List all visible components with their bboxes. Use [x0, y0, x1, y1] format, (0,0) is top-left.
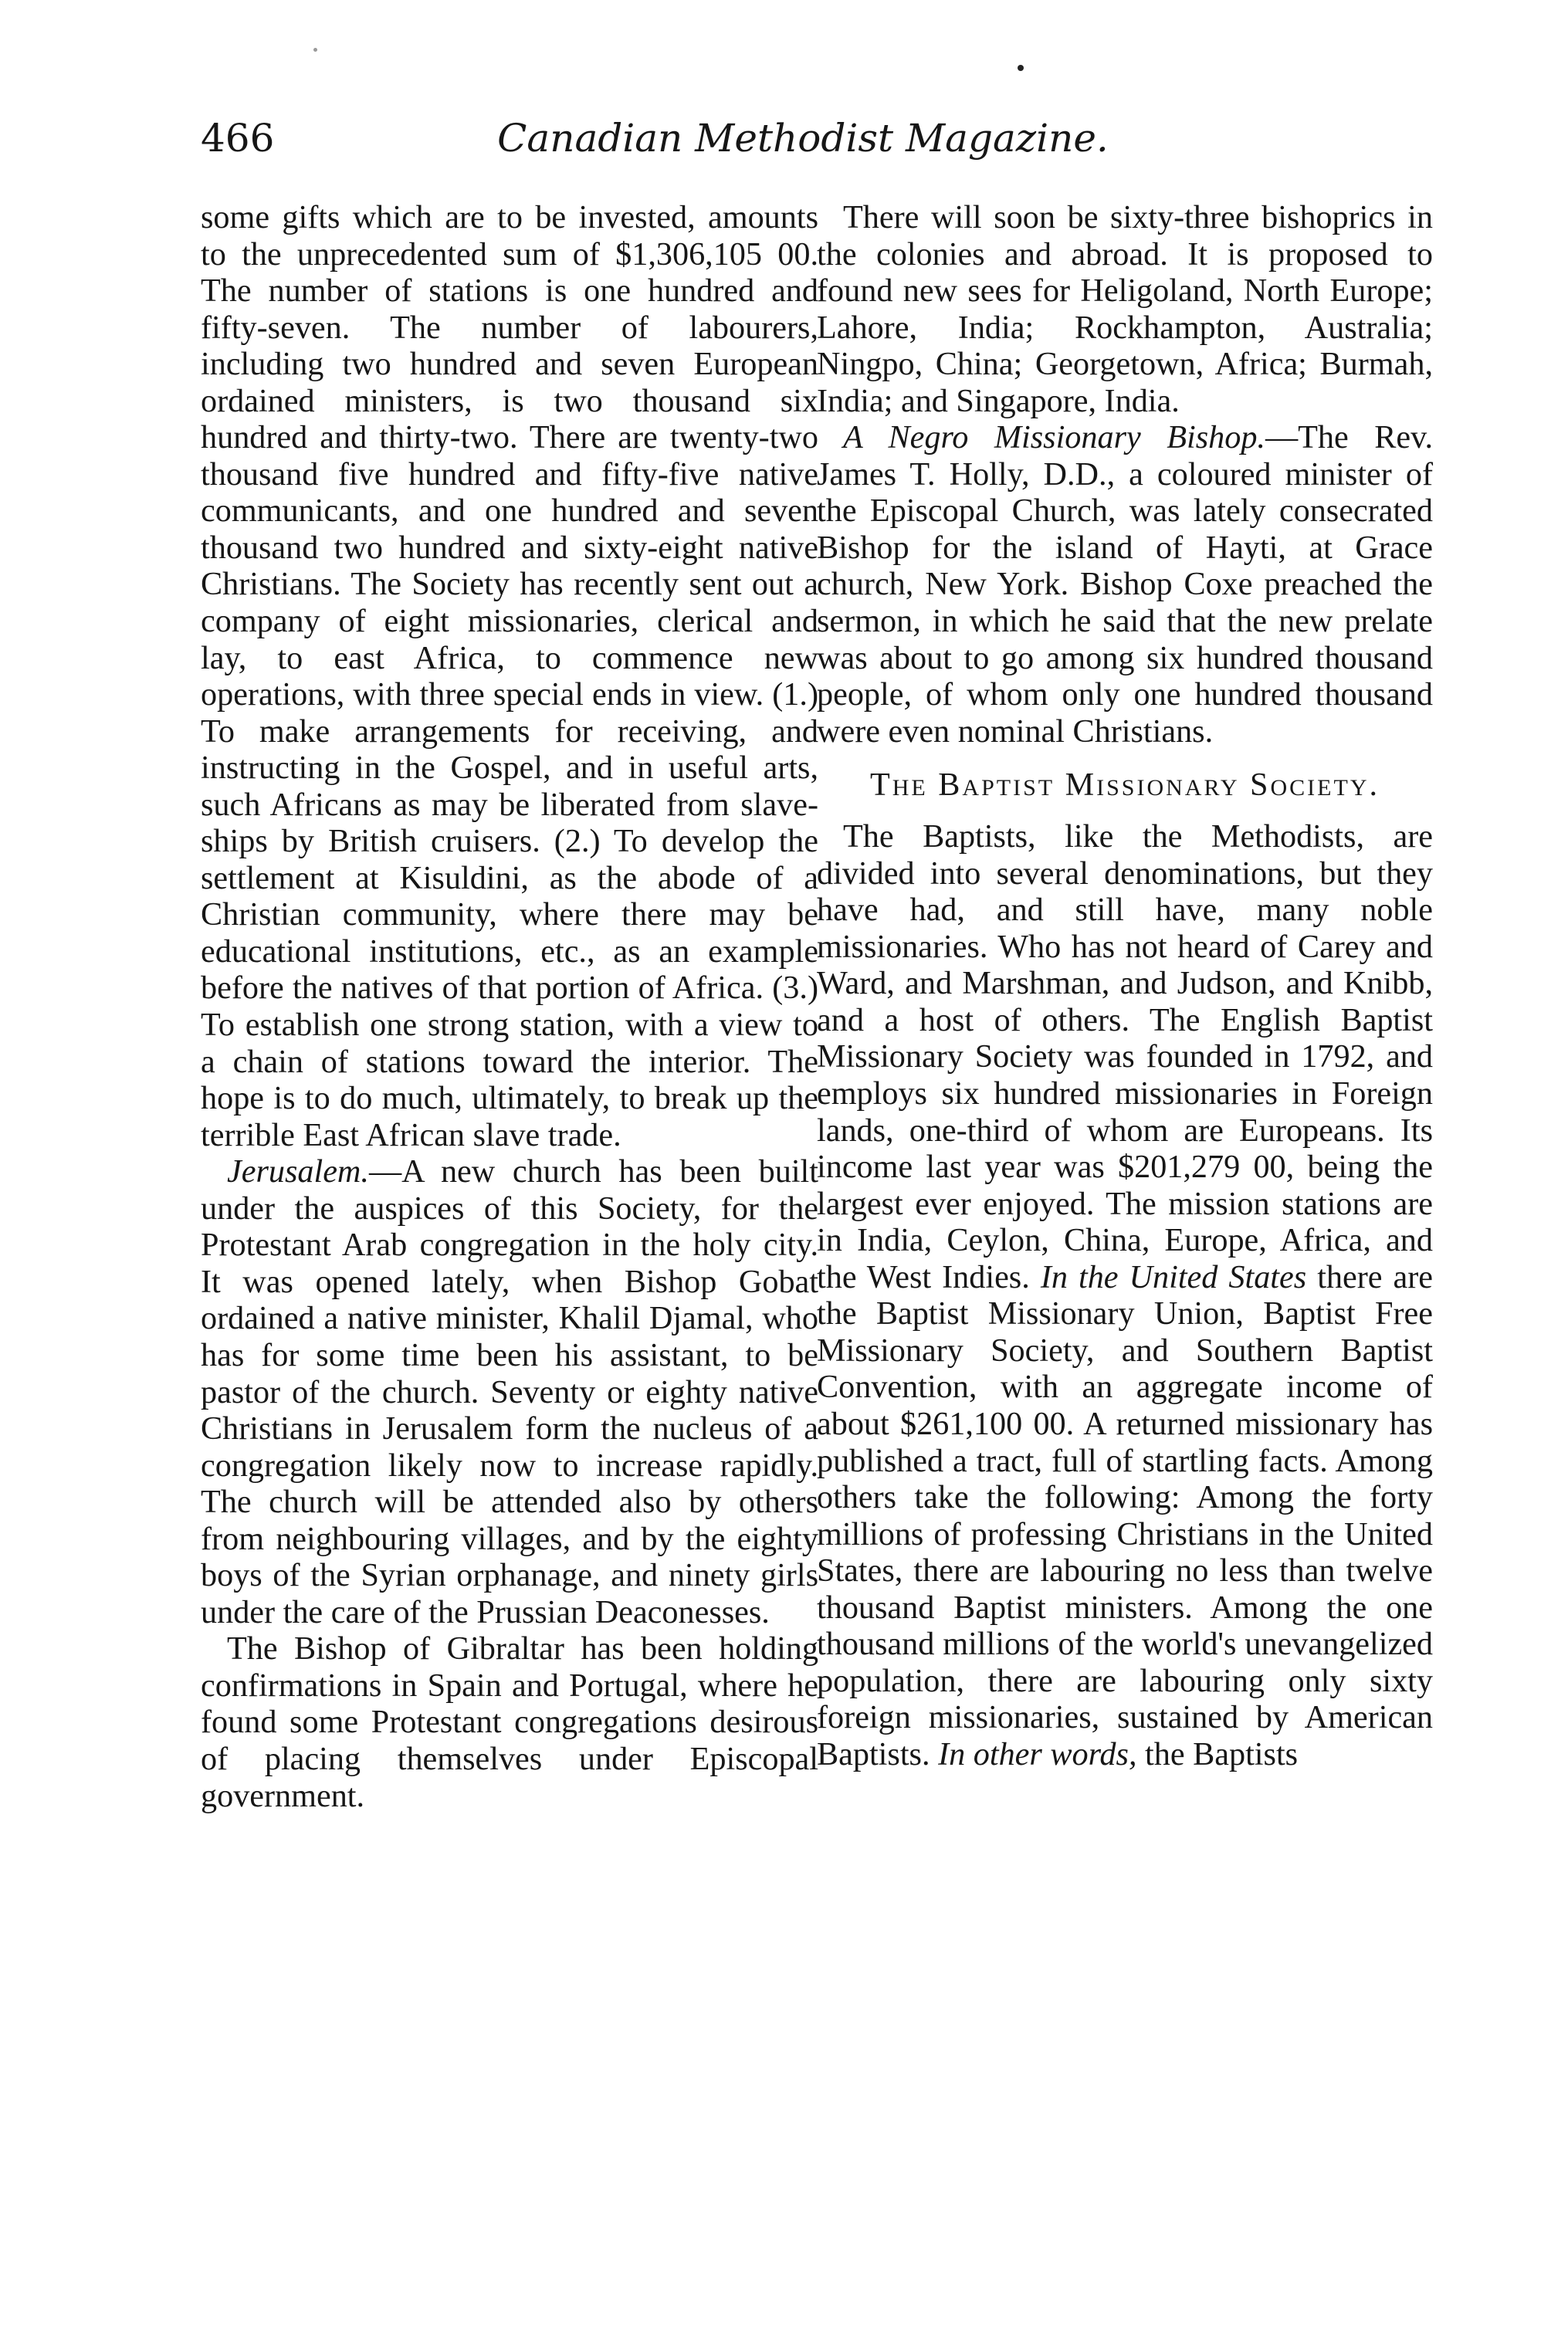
paragraph: some gifts which are to be invested, amounts to the unprecedented sum of $1,306,105 00. The number of stations is one hundred and fifty-seven. The number of labourers, including two hundred and seven European ordained ministers, is two thousand six hundred and thirty-two. There are twenty-two thousand five hundred and fifty-five native communicants, and one hundred and seven thousand two hundred and sixty-eight native Christians. The Society has recently sent out a company of eight missionaries, clerical and lay, to east Africa, to commence new operations, with three special ends in view. (1.) To make arrangements for receiving, and instructing in the Gospel, and in useful arts, such Africans as may be liberated from slave-ships by British cruisers. (2.) To develop the settlement at Kisuldini, as the abode of a Christian community, where there may be educational institutions, etc., as an example before the natives of that portion of Africa. (3.) To establish one strong station, with a view to a chain of stations toward the interior. The hope is to do much, ultimately, to break up the terrible East African slave trade. [201, 199, 818, 1153]
paragraph-italic: In the United States [1040, 1258, 1307, 1295]
paragraph: There will soon be sixty-three bishoprics in the colonies and abroad. It is proposed to found new sees for Heligoland, North Europe; Lahore, India; Rockhampton, Australia; Ningpo, China; Georgetown, Africa; Burmah, India; and Singapore, India. [817, 199, 1433, 419]
paragraph-italic: In other words, [938, 1735, 1137, 1772]
page-header [201, 116, 1405, 178]
paragraph-lead: Jerusalem. [227, 1153, 369, 1190]
paragraph-body: the Baptists [1145, 1735, 1299, 1772]
paragraph: The Bishop of Gibraltar has been holding confirmations in Spain and Portugal, where he found some Protestant congregations desirous of placing themselves under Episcopal government. [201, 1630, 818, 1814]
print-speck [313, 48, 317, 52]
paragraph-body: —The Rev. James T. Holly, D.D., a coloured minister of the Episcopal Church, was lately consecrated Bishop for the island of Hayti, at Grace church, New York. Bishop Coxe preached the sermon, in which he said that the new prelate was about to go among six hundred thousand people, of whom only one hundred thousand were even nominal Christians. [817, 419, 1433, 750]
paragraph-lead: A Negro Missionary Bishop. [843, 419, 1265, 456]
running-title: Canadian Methodist Magazine. [497, 116, 1109, 161]
paragraph [201, 1153, 818, 1630]
paragraph-body: The Baptists, like the Methodists, are divided into several denominations, but they have had, and still have, many noble missionaries. Who has not heard of Carey and Ward, and Marshman, and Judson, and Knibb, and a host of others. The English Baptist Missionary Society was founded in 1792, and employs six hundred missionaries in Foreign lands, one-third of whom are Europeans. Its income last year was $201,279 00, being the largest ever enjoyed. The mission stations are in India, Ceylon, China, Europe, Africa, and the West Indies. [817, 818, 1433, 1295]
section-heading: The Baptist Missionary Society. [869, 767, 1380, 804]
paragraph [817, 818, 1433, 1772]
paragraph-body: there are the Baptist Missionary Union, Baptist Free Missionary Society, and Southern Baptist Convention, with an aggregate income of about $261,100 00. A returned missionary has published a tract, full of startling facts. Among others take the following: Among the forty millions of professing Christians in the United States, there are labouring no less than twelve thousand Baptist ministers. Among the one thousand millions of the world's unevangelized population, there are labouring only sixty foreign missionaries, sustained by American Baptists. [817, 1258, 1434, 1772]
paragraph [817, 419, 1433, 750]
right-column [817, 199, 1433, 1772]
page-number: 466 [201, 116, 275, 161]
paragraph-body: —A new church has been built under the auspices of this Society, for the Protestant Arab congregation in the holy city. It was opened lately, when Bishop Gobat ordained a native minister, Khalil Djamal, who has for some time been his assistant, to be pastor of the church. Seventy or eighty native Christians in Jerusalem form the nucleus of a congregation likely now to increase rapidly. The church will be attended also by others from neighbouring villages, and by the eighty boys of the Syrian orphanage, and ninety girls under the care of the Prussian Deaconesses. [201, 1153, 818, 1630]
left-column [201, 199, 818, 1814]
print-speck [1018, 65, 1024, 71]
